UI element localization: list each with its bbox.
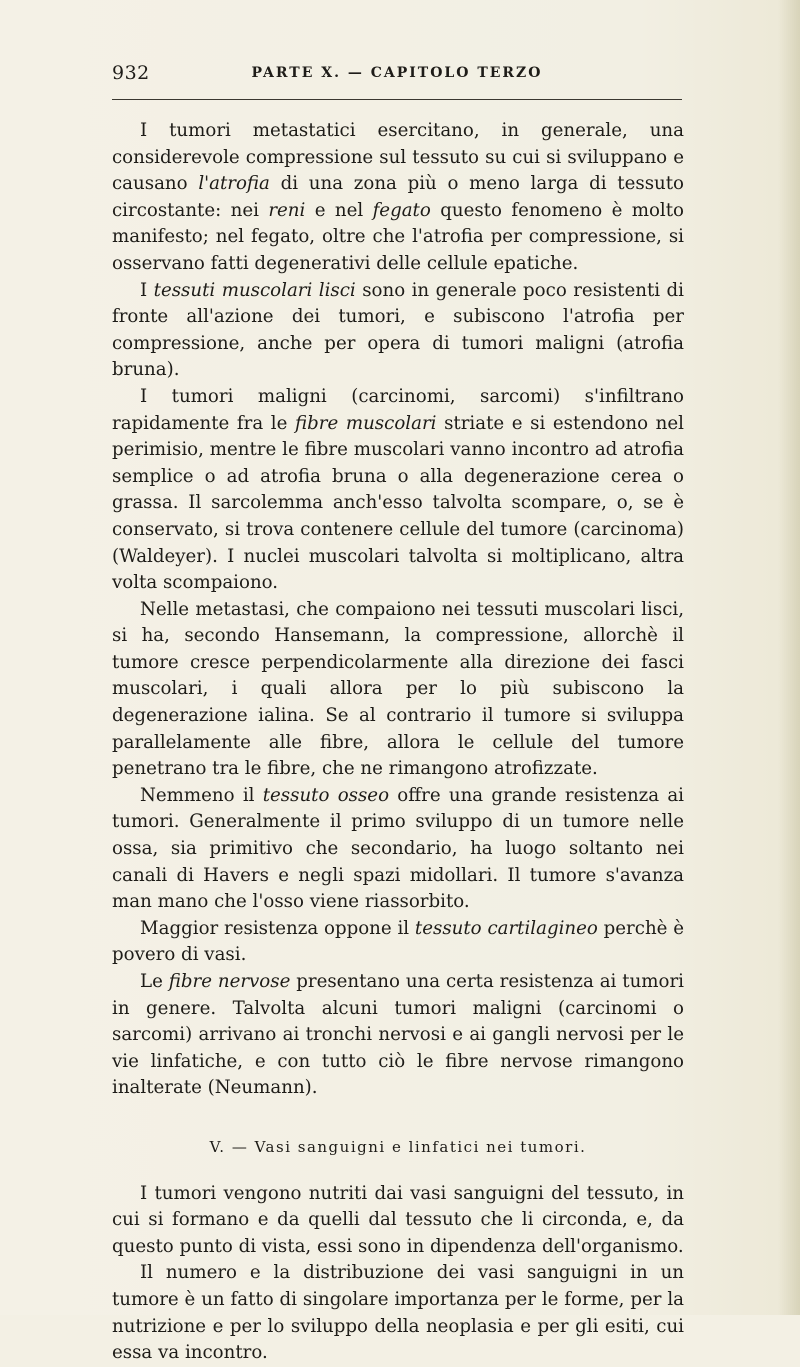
header-rule — [112, 99, 682, 100]
text-run: questo fenomeno è molto manifesto; nel fegato, oltre che l'atrofia per compressione, si osservano fatti degenerativi delle cellule epatiche. — [112, 199, 684, 274]
page-edge-shadow — [778, 0, 800, 1315]
paragraph-vessel-distribution: Il numero e la distribuzione dei vasi sanguigni in un tumore è un fatto di singolare importanza per le forme, per la nutrizione e per lo sviluppo della neoplasia e per gli esiti, cui essa va incontro. — [112, 1262, 684, 1364]
italic-term: reni — [268, 199, 306, 221]
paragraph-metastatic-compression — [112, 118, 684, 278]
italic-term: tessuto cartilagineo — [414, 917, 598, 939]
italic-term: fegato — [372, 199, 431, 221]
text-run: Le — [140, 971, 169, 992]
text-run: di una zona più o meno larga di tessuto circostante: nei — [112, 173, 684, 221]
paragraph-muscle-fibers — [112, 384, 684, 597]
text-run: I tumori maligni (carcinomi, sarcomi) s'infiltrano rapidamente fra le — [112, 385, 684, 434]
text-run: perchè è povero di vasi. — [112, 917, 684, 966]
text-run: Maggior resistenza oppone il — [140, 917, 415, 939]
body-text — [112, 118, 684, 1367]
paragraph-cartilage — [112, 916, 684, 969]
section-heading: V. — Vasi sanguigni e linfatici nei tumori. — [209, 1137, 587, 1156]
italic-term: fibre muscolari — [295, 412, 437, 434]
text-run: sono in generale poco resistenti di fronte all'azione dei tumori, e subiscono l'atrofia per compressione, anche per opera di tumori maligni (atrofia bruna). — [112, 279, 685, 381]
text-run: I tumori metastatici esercitano, in generale, una considerevole compressione sul tessuto su cui si sviluppano e causano — [112, 120, 684, 195]
paragraph-smooth-muscle — [112, 278, 684, 384]
italic-term: tessuto osseo — [262, 784, 390, 806]
chapter-title: PARTE X. — CAPITOLO TERZO — [251, 65, 543, 81]
text-run: I — [140, 279, 154, 301]
running-head — [112, 62, 682, 86]
paragraph-nutrition: I tumori vengono nutriti dai vasi sanguigni del tessuto, in cui si formano e da quelli dal tessuto che li circonda, e, da questo punto di vista, essi sono in dipendenza dell'organismo. — [112, 1182, 684, 1257]
text-run: Nemmeno il — [140, 784, 263, 806]
paragraph-bone-tissue — [112, 783, 684, 916]
italic-term: fibre nervose — [168, 971, 291, 992]
text-run: striate e si estendono nel perimisio, mentre le fibre muscolari vanno incontro ad atrofia semplice o ad atrofia bruna o alla degenerazione cerea o grassa. Il sarcolemma anch'esso talvolta scompare, o, se è conservato, si trova contenere cellule del tumore (carcinoma) (Waldeyer). I nuclei muscolari talvolta si moltiplicano, altra volta scompaiono. — [112, 412, 684, 594]
page-number: 932 — [112, 62, 150, 84]
text-run: offre una grande resistenza ai tumori. Generalmente il primo sviluppo di un tumore nelle ossa, sia primitivo che secondario, ha luogo soltanto nei canali di Havers e negli spazi midollari. Il tumore s'avanza man mano che l'osso viene riassorbito. — [112, 784, 684, 913]
paragraph-nerve-fibers — [112, 969, 684, 1102]
paragraph-metastases-muscle: Nelle metastasi, che compaiono nei tessuti muscolari lisci, si ha, secondo Hansemann, la compressione, allorchè il tumore cresce perpendicolarmente alla direzione dei fasci muscolari, i quali allora per lo più subiscono la degenerazione ialina. Se al contrario il tumore si sviluppa parallelamente alle fibre, allora le cellule del tumore penetrano tra le fibre, che ne rimangono atrofizzate. — [112, 598, 684, 780]
text-run: presentano una certa resistenza ai tumori in genere. Talvolta alcuni tumori maligni (carcinomi o sarcomi) arrivano ai tronchi nervosi e ai gangli nervosi per le vie linfatiche, e con tutto ciò le fibre nervose rimangono inalterate (Neumann). — [112, 971, 684, 1099]
italic-term: tessuti muscolari lisci — [153, 279, 356, 301]
italic-term: l'atrofia — [198, 173, 270, 195]
text-run: e nel — [305, 199, 373, 221]
